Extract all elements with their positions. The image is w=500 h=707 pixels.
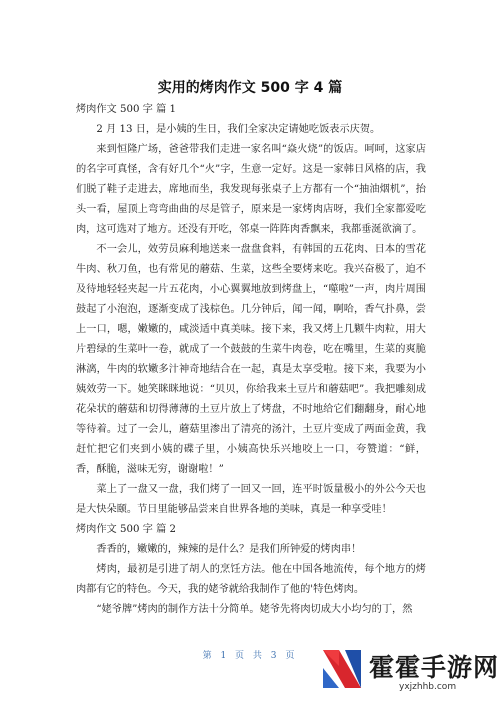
section-heading: 烤肉作文 500 字 篇 2 [76,524,177,535]
paragraph: 香香的，嫩嫩的，辣辣的是什么？是我们所钟爱的烤肉串！ [96,544,362,555]
document-body [76,100,426,620]
paragraph: 来到恒隆广场，爸爸带我们走进一家名叫“焱火烧”的饭店。呵呵，这家店的名字可真怪，含有好几个“火”字，生意一定好。这是一家韩日风格的店，我们脱了鞋子走进去，席地而坐，我发现每张桌子上方都有一个“抽油烟机”，抬头一看，屋顶上弯弯曲曲的尽是管子，原来是一家烤肉店呀，我们全家都爱吃肉，这可选对了地方。还没有开吃，邻桌一阵阵肉香飘来，我都垂涎欲滴了。 [76,144,426,235]
watermark-brand: 霍霍手游网 [369,653,500,682]
section-heading: 烤肉作文 500 字 篇 1 [76,104,177,115]
paragraph: 不一会儿，效劳员麻利地送来一盘盘食料，有韩国的五花肉、日本的雪花牛肉、秋刀鱼，也有常见的蘑菇、生菜，这些全要烤来吃。我兴奋极了，迫不及待地轻轻夹起一片五花肉，小心翼翼地放到烤盘上，“噬啦”一声，肉片周围鼓起了小泡泡，逐渐变成了浅棕色。几分钟后，闻一闻，啊哈，香气扑鼻，尝上一口，嗯，嫩嫩的，咸淡适中真美味。接下来，我又烤上几颗牛肉粒，用大片碧绿的生菜叶一卷，就成了一个鼓鼓的生菜牛肉卷，吃在嘴里，生菜的爽脆淋漓，牛肉的软嫩多汁神奇地结合在一起，真是太享受啦。接下来，我要为小姨效劳一下。她笑眯眯地说：“贝贝，你给我来土豆片和蘑菇吧”。我把雕刻成花朵状的蘑菇和切得薄薄的土豆片放上了烤盘，不时地给它们翻翻身，耐心地等待着。过了一会儿，蘑菇里渗出了清亮的汤汁，土豆片变成了两面金黄，我赶忙把它们夹到小姨的碟子里，小姨高快乐兴地咬上一口，夸赞道：“鲜，香，酥脆，滋味无穷，谢谢啦！” [76,244,426,475]
paragraph: 烤肉，最初是引进了胡人的烹饪方法。他在中国各地流传，每个地方的烤肉都有它的特色。今天，我的姥爷就给我制作了他的'特色烤肉。 [76,564,426,595]
watermark-url: yxjzhhb.com [399,682,457,692]
watermark [319,644,500,699]
watermark-logo-icon [319,646,365,692]
page-footer: 第 1 页 共 3 页 [202,651,298,661]
document-title: 实用的烤肉作文 500 字 4 篇 [157,80,343,96]
paragraph: 2 月 13 日，是小姨的生日，我们全家决定请她吃饭表示庆贺。 [96,124,381,135]
paragraph: “姥爷牌”烤肉的制作方法十分简单。姥爷先将肉切成大小均匀的丁，然 [96,604,413,615]
paragraph: 菜上了一盘又一盘，我们烤了一回又一回，连平时饭量极小的外公今天也是大快朵颐。节日里能够品尝来自世界各地的美味，真是一种享受哇！ [76,484,426,515]
